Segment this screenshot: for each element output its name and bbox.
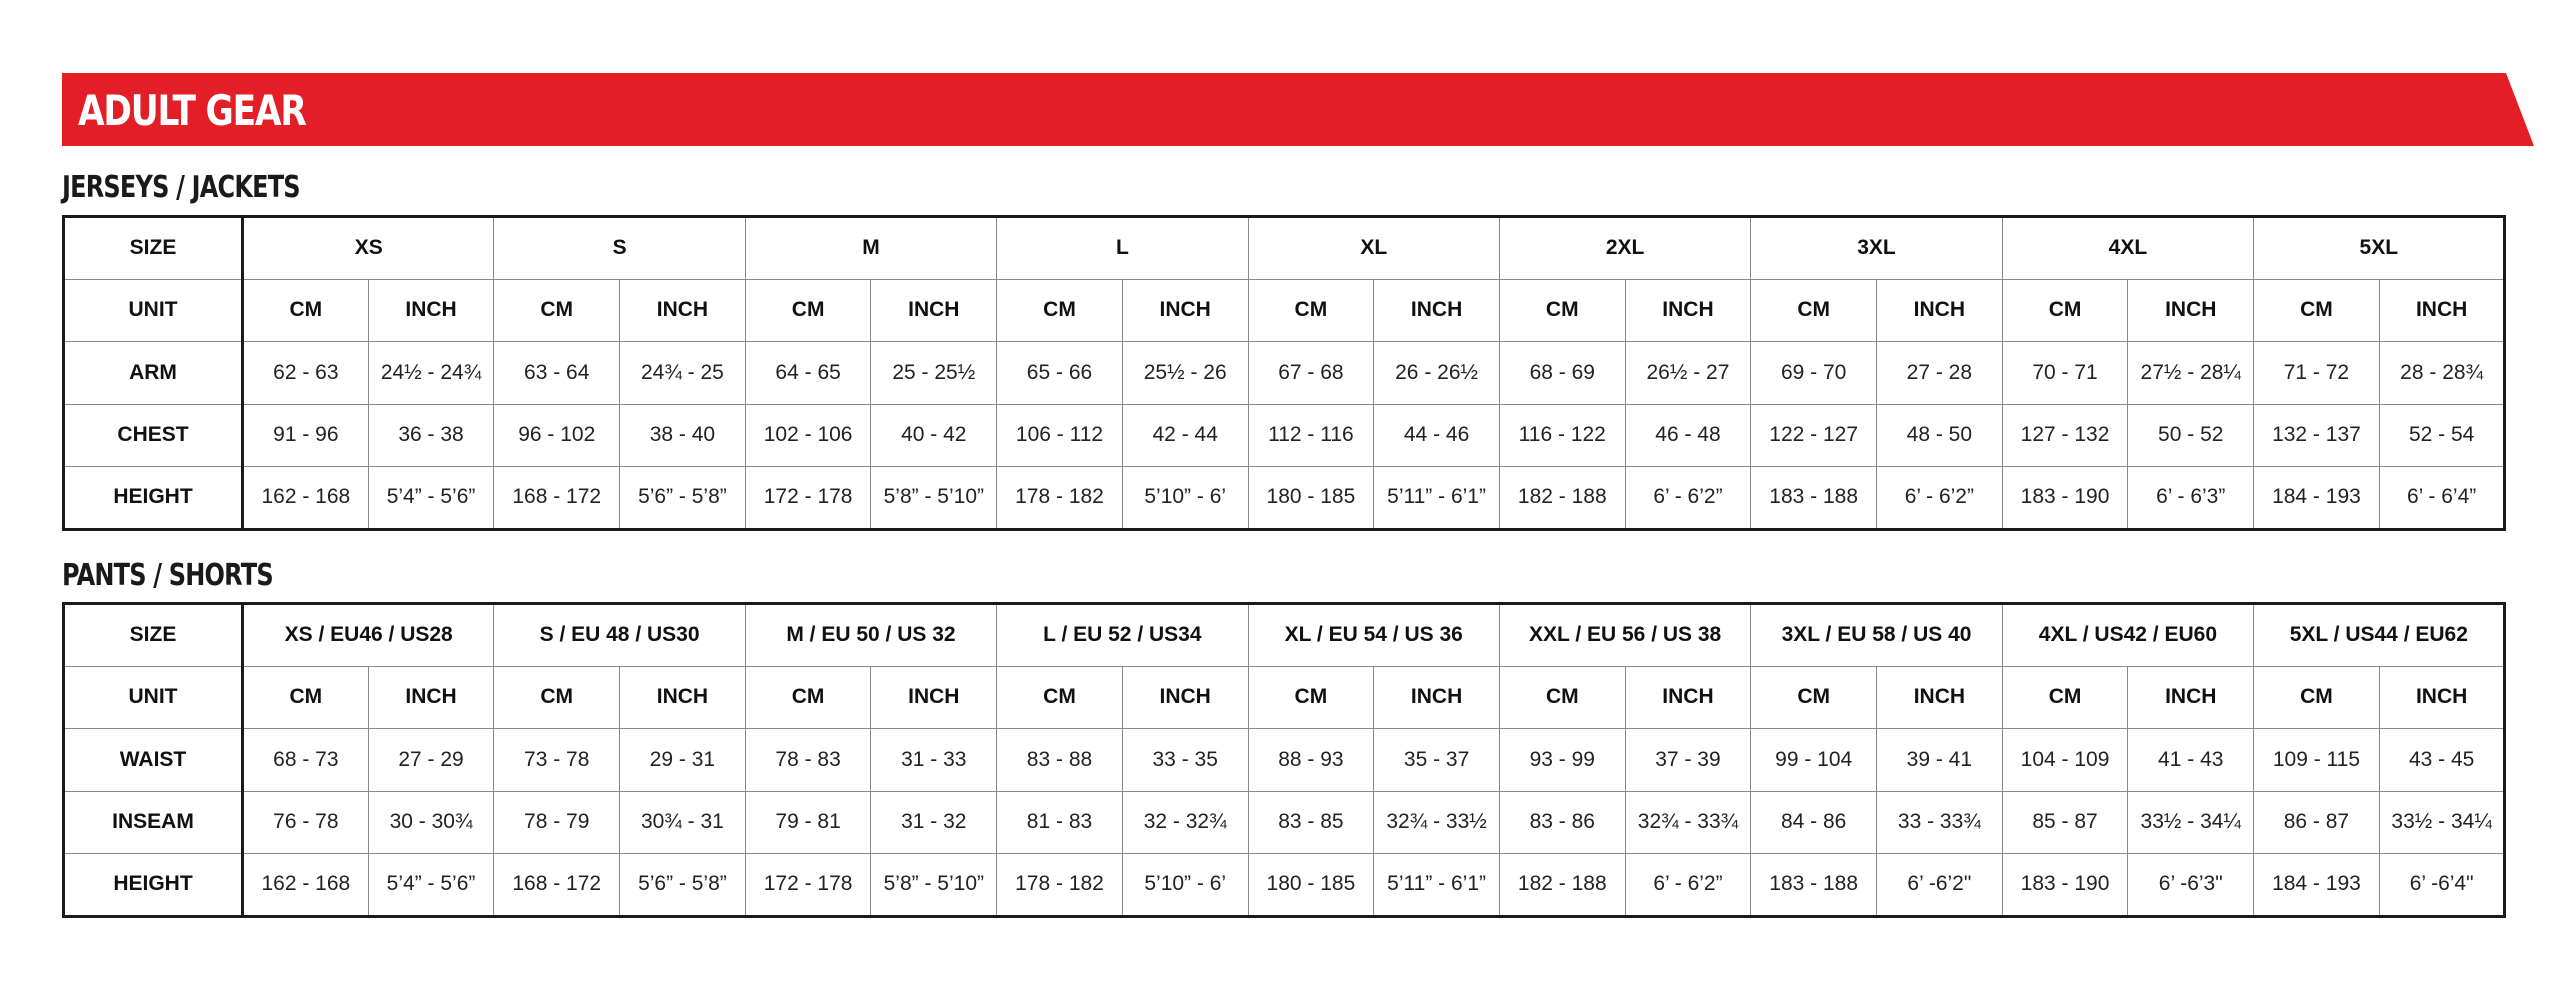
pants-unit-header: CM xyxy=(1751,666,1877,729)
table-cell: 5’11” - 6’1” xyxy=(1374,467,1500,530)
table-cell: 26 - 26½ xyxy=(1374,342,1500,405)
table-cell: 63 - 64 xyxy=(494,342,620,405)
table-cell: 182 - 188 xyxy=(1499,467,1625,530)
pants-unit-header: INCH xyxy=(871,666,997,729)
table-cell: 172 - 178 xyxy=(745,467,871,530)
table-cell: 31 - 33 xyxy=(871,729,997,792)
pants-unit-header: CM xyxy=(1499,666,1625,729)
jerseys-size-header: XL xyxy=(1248,217,1499,280)
pants-unit-header: CM xyxy=(1248,666,1374,729)
jerseys-size-header: L xyxy=(997,217,1248,280)
table-cell: 33½ - 34¼ xyxy=(2128,791,2254,854)
banner-background xyxy=(62,73,2534,146)
table-cell: 44 - 46 xyxy=(1374,404,1500,467)
table-cell: 32¾ - 33¾ xyxy=(1625,791,1751,854)
jerseys-unit-header: INCH xyxy=(1877,279,2003,342)
table-cell: 6’ - 6’4” xyxy=(2379,467,2505,530)
table-cell: 162 - 168 xyxy=(243,854,369,917)
table-cell: 83 - 85 xyxy=(1248,791,1374,854)
table-cell: 5’4” - 5’6” xyxy=(368,854,494,917)
jerseys-section-title: JERSEYS / JACKETS xyxy=(62,170,300,205)
jerseys-unit-header: CM xyxy=(2254,279,2380,342)
jerseys-unit-row xyxy=(64,279,2505,342)
jerseys-size-header: XS xyxy=(243,217,494,280)
table-cell: 71 - 72 xyxy=(2254,342,2380,405)
pants-unit-label: UNIT xyxy=(64,666,243,729)
table-cell: 83 - 88 xyxy=(997,729,1123,792)
table-row xyxy=(64,729,2505,792)
table-cell: 116 - 122 xyxy=(1499,404,1625,467)
jerseys-unit-header: CM xyxy=(494,279,620,342)
table-cell: 39 - 41 xyxy=(1877,729,2003,792)
table-cell: 33½ - 34¼ xyxy=(2379,791,2505,854)
table-cell: 109 - 115 xyxy=(2254,729,2380,792)
jerseys-size-header: 4XL xyxy=(2002,217,2253,280)
pants-section-title: PANTS / SHORTS xyxy=(62,558,273,593)
table-cell: 6’ - 6’2” xyxy=(1625,854,1751,917)
table-cell: 122 - 127 xyxy=(1751,404,1877,467)
table-cell: 180 - 185 xyxy=(1248,854,1374,917)
table-cell: 5’11” - 6’1” xyxy=(1374,854,1500,917)
table-cell: 64 - 65 xyxy=(745,342,871,405)
jerseys-unit-header: INCH xyxy=(871,279,997,342)
table-cell: 84 - 86 xyxy=(1751,791,1877,854)
table-cell: 102 - 106 xyxy=(745,404,871,467)
jerseys-row-label: ARM xyxy=(64,342,243,405)
table-cell: 46 - 48 xyxy=(1625,404,1751,467)
table-cell: 76 - 78 xyxy=(243,791,369,854)
table-cell: 37 - 39 xyxy=(1625,729,1751,792)
table-cell: 70 - 71 xyxy=(2002,342,2128,405)
table-cell: 68 - 73 xyxy=(243,729,369,792)
table-cell: 180 - 185 xyxy=(1248,467,1374,530)
table-cell: 83 - 86 xyxy=(1499,791,1625,854)
table-cell: 68 - 69 xyxy=(1499,342,1625,405)
table-cell: 184 - 193 xyxy=(2254,467,2380,530)
pants-row-label: INSEAM xyxy=(64,791,243,854)
table-cell: 28 - 28¾ xyxy=(2379,342,2505,405)
pants-size-header: XXL / EU 56 / US 38 xyxy=(1499,604,1750,667)
jerseys-size-header: 3XL xyxy=(1751,217,2002,280)
table-cell: 24½ - 24¾ xyxy=(368,342,494,405)
table-cell: 67 - 68 xyxy=(1248,342,1374,405)
jerseys-size-table xyxy=(62,215,2506,531)
table-cell: 42 - 44 xyxy=(1122,404,1248,467)
table-cell: 40 - 42 xyxy=(871,404,997,467)
table-cell: 93 - 99 xyxy=(1499,729,1625,792)
table-cell: 29 - 31 xyxy=(620,729,746,792)
table-cell: 99 - 104 xyxy=(1751,729,1877,792)
pants-size-header: XS / EU46 / US28 xyxy=(243,604,494,667)
jerseys-row-label: HEIGHT xyxy=(64,467,243,530)
table-cell: 62 - 63 xyxy=(243,342,369,405)
table-cell: 183 - 188 xyxy=(1751,854,1877,917)
jerseys-unit-header: CM xyxy=(2002,279,2128,342)
table-cell: 30¾ - 31 xyxy=(620,791,746,854)
table-cell: 104 - 109 xyxy=(2002,729,2128,792)
table-cell: 24¾ - 25 xyxy=(620,342,746,405)
table-cell: 33 - 35 xyxy=(1122,729,1248,792)
table-cell: 73 - 78 xyxy=(494,729,620,792)
table-cell: 178 - 182 xyxy=(997,854,1123,917)
jerseys-unit-label: UNIT xyxy=(64,279,243,342)
pants-unit-header: CM xyxy=(997,666,1123,729)
table-row xyxy=(64,854,2505,917)
table-cell: 5’8” - 5’10” xyxy=(871,854,997,917)
banner-shape xyxy=(62,73,2534,146)
table-cell: 127 - 132 xyxy=(2002,404,2128,467)
table-cell: 5’6” - 5’8” xyxy=(620,467,746,530)
jerseys-unit-header: INCH xyxy=(1122,279,1248,342)
jerseys-unit-header: CM xyxy=(1499,279,1625,342)
table-cell: 168 - 172 xyxy=(494,467,620,530)
table-cell: 27½ - 28¼ xyxy=(2128,342,2254,405)
pants-row-label: HEIGHT xyxy=(64,854,243,917)
pants-unit-header: CM xyxy=(243,666,369,729)
jerseys-size-label: SIZE xyxy=(64,217,243,280)
header-banner xyxy=(62,73,2534,146)
pants-unit-header: INCH xyxy=(368,666,494,729)
jerseys-size-header: 5XL xyxy=(2254,217,2505,280)
table-cell: 183 - 188 xyxy=(1751,467,1877,530)
table-cell: 38 - 40 xyxy=(620,404,746,467)
table-cell: 32 - 32¾ xyxy=(1122,791,1248,854)
table-cell: 6’ -6’3" xyxy=(2128,854,2254,917)
table-cell: 91 - 96 xyxy=(243,404,369,467)
pants-unit-header: INCH xyxy=(1374,666,1500,729)
table-cell: 162 - 168 xyxy=(243,467,369,530)
pants-unit-header: CM xyxy=(2002,666,2128,729)
table-cell: 32¾ - 33½ xyxy=(1374,791,1500,854)
table-cell: 183 - 190 xyxy=(2002,854,2128,917)
table-cell: 33 - 33¾ xyxy=(1877,791,2003,854)
table-cell: 96 - 102 xyxy=(494,404,620,467)
jerseys-size-header: M xyxy=(745,217,996,280)
table-cell: 88 - 93 xyxy=(1248,729,1374,792)
table-cell: 6’ - 6’3” xyxy=(2128,467,2254,530)
pants-unit-header: INCH xyxy=(2128,666,2254,729)
table-cell: 52 - 54 xyxy=(2379,404,2505,467)
pants-size-header: 3XL / EU 58 / US 40 xyxy=(1751,604,2002,667)
table-row xyxy=(64,791,2505,854)
jerseys-unit-header: INCH xyxy=(1374,279,1500,342)
jerseys-size-header: S xyxy=(494,217,745,280)
table-cell: 6’ -6’2" xyxy=(1877,854,2003,917)
table-cell: 69 - 70 xyxy=(1751,342,1877,405)
table-cell: 5’10” - 6’ xyxy=(1122,467,1248,530)
pants-unit-header: CM xyxy=(494,666,620,729)
pants-unit-row xyxy=(64,666,2505,729)
table-cell: 112 - 116 xyxy=(1248,404,1374,467)
pants-size-header: L / EU 52 / US34 xyxy=(997,604,1248,667)
table-cell: 5’4” - 5’6” xyxy=(368,467,494,530)
table-cell: 48 - 50 xyxy=(1877,404,2003,467)
table-cell: 41 - 43 xyxy=(2128,729,2254,792)
pants-size-header: S / EU 48 / US30 xyxy=(494,604,745,667)
table-cell: 184 - 193 xyxy=(2254,854,2380,917)
table-cell: 27 - 28 xyxy=(1877,342,2003,405)
table-cell: 78 - 83 xyxy=(745,729,871,792)
pants-size-row xyxy=(64,604,2505,667)
jerseys-unit-header: INCH xyxy=(620,279,746,342)
pants-size-label: SIZE xyxy=(64,604,243,667)
table-cell: 50 - 52 xyxy=(2128,404,2254,467)
table-cell: 5’6” - 5’8” xyxy=(620,854,746,917)
table-cell: 172 - 178 xyxy=(745,854,871,917)
table-cell: 25½ - 26 xyxy=(1122,342,1248,405)
table-cell: 30 - 30¾ xyxy=(368,791,494,854)
table-cell: 6’ - 6’2” xyxy=(1625,467,1751,530)
pants-unit-header: INCH xyxy=(1122,666,1248,729)
table-cell: 5’8” - 5’10” xyxy=(871,467,997,530)
pants-size-header: M / EU 50 / US 32 xyxy=(745,604,996,667)
table-cell: 183 - 190 xyxy=(2002,467,2128,530)
table-cell: 65 - 66 xyxy=(997,342,1123,405)
jerseys-size-header: 2XL xyxy=(1499,217,1750,280)
table-cell: 36 - 38 xyxy=(368,404,494,467)
table-cell: 178 - 182 xyxy=(997,467,1123,530)
jerseys-unit-header: CM xyxy=(745,279,871,342)
table-row xyxy=(64,467,2505,530)
pants-size-header: XL / EU 54 / US 36 xyxy=(1248,604,1499,667)
pants-unit-header: CM xyxy=(2254,666,2380,729)
table-cell: 5’10” - 6’ xyxy=(1122,854,1248,917)
table-row xyxy=(64,404,2505,467)
table-cell: 85 - 87 xyxy=(2002,791,2128,854)
pants-unit-header: INCH xyxy=(2379,666,2505,729)
table-cell: 27 - 29 xyxy=(368,729,494,792)
pants-size-table xyxy=(62,602,2506,918)
pants-unit-header: INCH xyxy=(1625,666,1751,729)
table-cell: 106 - 112 xyxy=(997,404,1123,467)
pants-row-label: WAIST xyxy=(64,729,243,792)
table-cell: 132 - 137 xyxy=(2254,404,2380,467)
table-cell: 78 - 79 xyxy=(494,791,620,854)
jerseys-unit-header: INCH xyxy=(2379,279,2505,342)
table-cell: 26½ - 27 xyxy=(1625,342,1751,405)
table-cell: 86 - 87 xyxy=(2254,791,2380,854)
table-cell: 182 - 188 xyxy=(1499,854,1625,917)
jerseys-unit-header: CM xyxy=(1248,279,1374,342)
jerseys-unit-header: CM xyxy=(1751,279,1877,342)
jerseys-size-row xyxy=(64,217,2505,280)
table-cell: 79 - 81 xyxy=(745,791,871,854)
pants-size-header: 5XL / US44 / EU62 xyxy=(2254,604,2505,667)
pants-unit-header: INCH xyxy=(620,666,746,729)
jerseys-unit-header: CM xyxy=(997,279,1123,342)
table-cell: 6’ - 6’2” xyxy=(1877,467,2003,530)
jerseys-unit-header: INCH xyxy=(1625,279,1751,342)
pants-size-header: 4XL / US42 / EU60 xyxy=(2002,604,2253,667)
table-cell: 81 - 83 xyxy=(997,791,1123,854)
table-row xyxy=(64,342,2505,405)
table-cell: 43 - 45 xyxy=(2379,729,2505,792)
jerseys-unit-header: INCH xyxy=(2128,279,2254,342)
table-cell: 35 - 37 xyxy=(1374,729,1500,792)
table-cell: 25 - 25½ xyxy=(871,342,997,405)
jerseys-row-label: CHEST xyxy=(64,404,243,467)
pants-unit-header: CM xyxy=(745,666,871,729)
pants-unit-header: INCH xyxy=(1877,666,2003,729)
table-cell: 168 - 172 xyxy=(494,854,620,917)
jerseys-unit-header: INCH xyxy=(368,279,494,342)
table-cell: 6’ -6’4" xyxy=(2379,854,2505,917)
table-cell: 31 - 32 xyxy=(871,791,997,854)
page-title: ADULT GEAR xyxy=(78,86,306,135)
jerseys-unit-header: CM xyxy=(243,279,369,342)
